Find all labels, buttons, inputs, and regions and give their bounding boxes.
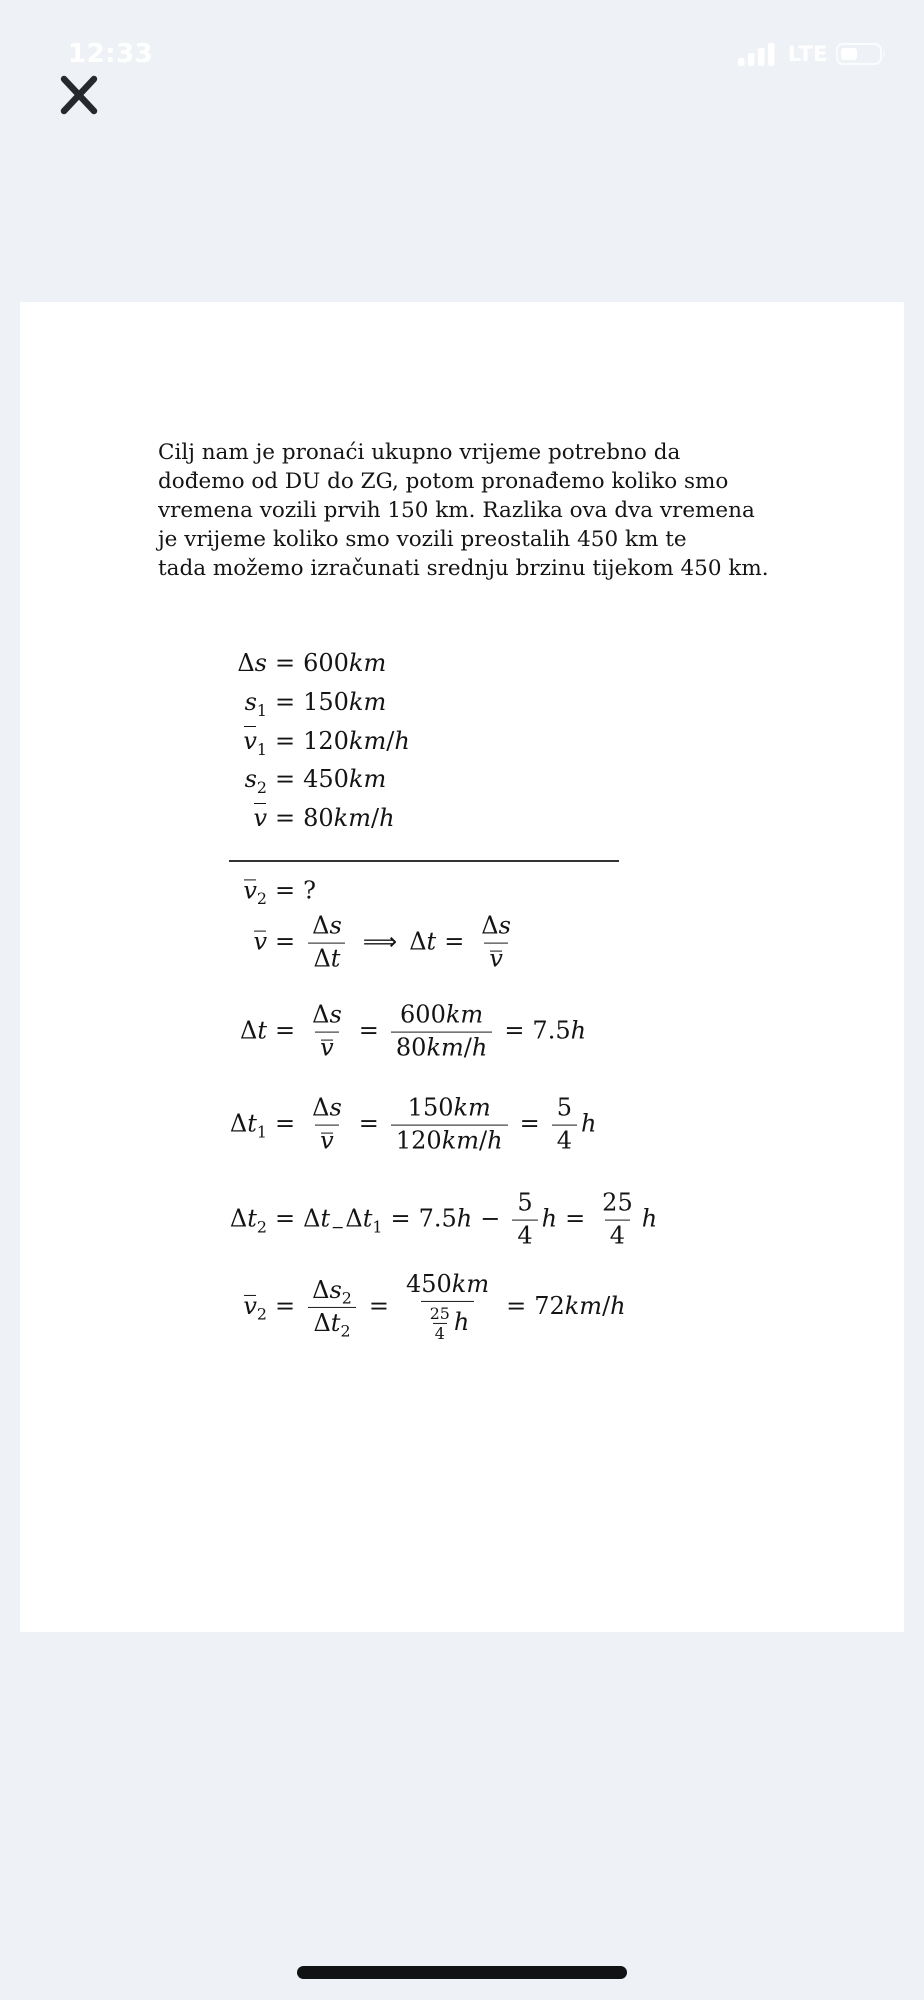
status-indicators	[738, 41, 888, 67]
problem-description	[158, 438, 769, 583]
equation-row: $s_2 = 450km$	[244, 765, 387, 798]
equation-row: v = $\frac{\Delta s}{\Delta t}$ ⟹ Δt = $\frac{\Delta s}{v}$	[253, 911, 511, 973]
close-button[interactable]	[58, 75, 100, 117]
equation-row: $s_1 = 150km$	[244, 687, 387, 720]
equation-row: $\Delta t_2 = \Delta t_-\Delta t_1 = 7.5h$ − $\frac{5}{4}$ h = $\frac{25}{4}$ h	[229, 1188, 658, 1250]
paragraph-line: Cilj nam je pronaći ukupno vrijeme potrebno da	[158, 440, 681, 465]
battery-icon	[836, 42, 888, 66]
paragraph-line: tada možemo izračunati srednju brzinu tijekom 450 km.	[158, 556, 769, 581]
paragraph-line: vremena vozili prvih 150 km. Razlika ova dva vremena	[158, 498, 755, 523]
status-time: 12:33	[68, 39, 154, 69]
close-icon	[59, 75, 99, 115]
network-type-label: LTE	[787, 42, 828, 66]
equation-row: $\Delta t_1$ = $\frac{\Delta s}{v}$ = $\frac{150km}{120km/h}$ = $\frac{5}{4}$ h	[229, 1093, 597, 1155]
equation-row: v = 80km/h	[120, 799, 410, 838]
equation-row: $v_1 = 120km/h$	[120, 722, 410, 761]
paragraph-line: je vrijeme koliko smo vozili preostalih 450 km te	[158, 527, 687, 552]
home-indicator[interactable]	[297, 1966, 627, 1979]
signal-strength-icon	[738, 41, 780, 67]
equation-row: Δt = $\frac{\Delta s}{v}$ = $\frac{600km}{80km/h}$ = 7.5h	[240, 1000, 587, 1062]
equation-row: $v_2$ = ?	[243, 876, 316, 909]
given-values-block	[120, 644, 410, 838]
divider-line	[229, 860, 619, 862]
equation-row: Δs = 600km	[237, 649, 387, 677]
equation-row: $v_2$ = $\frac{\Delta s_2}{\Delta t_2}$ = 450km $\frac{25}{4}$ h = 72km/h	[243, 1269, 626, 1343]
solution-card	[20, 302, 904, 1632]
paragraph-line: dođemo od DU do ZG, potom pronađemo koliko smo	[158, 469, 729, 494]
